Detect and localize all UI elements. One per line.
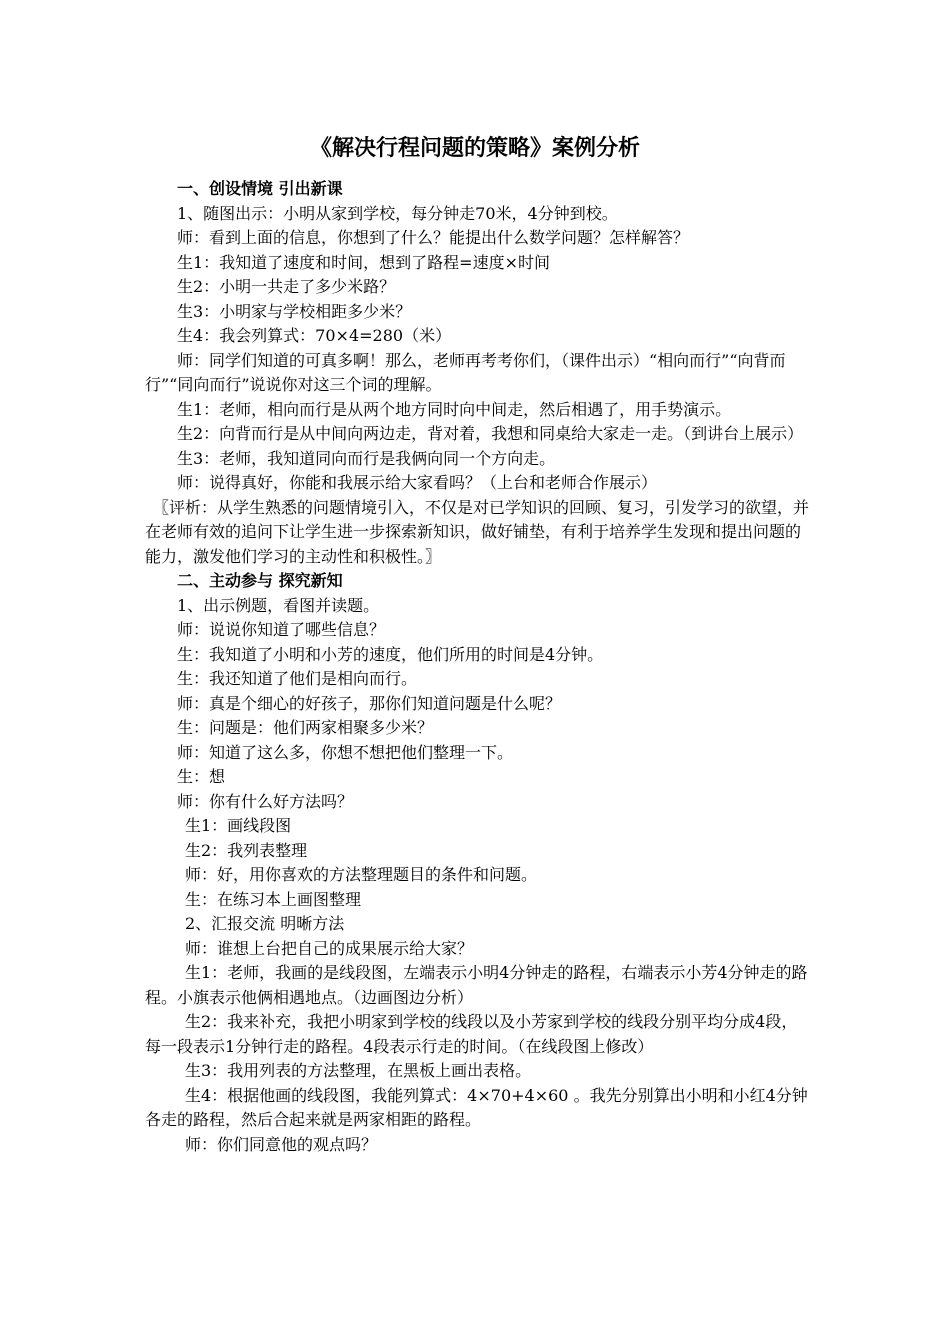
section-heading-1: 一、创设情境 引出新课 [177, 179, 343, 198]
commentary-paragraph: 〖评析：从学生熟悉的问题情境引入，不仅是对已学知识的回顾、复习，引发学习的欲望，并在老师有效的追问下让学生进一步探索新知识，做好铺垫，有利于培养学生发现和提出问题的能力，激发他们学习的主动性和积极性。〗 [145, 497, 810, 566]
document-title: 《解决行程问题的策略》案例分析 [309, 136, 640, 161]
paragraph: 生2：向背而行是从中间向两边走，背对着，我想和同桌给大家走一走。（到讲台上展示） [177, 424, 804, 443]
paragraph: 生2：我列表整理 [185, 840, 308, 860]
document-body [145, 177, 810, 1157]
paragraph: 师：你们同意他的观点吗？ [185, 1134, 378, 1154]
paragraph: 师：你有什么好方法吗？ [177, 791, 354, 811]
paragraph: 2、汇报交流 明晰方法 [185, 914, 345, 933]
paragraph: 生1：我知道了速度和时间，想到了路程=速度×时间 [177, 252, 550, 272]
paragraph: 生2：小明一共走了多少米路？ [177, 277, 396, 296]
paragraph: 生2：我来补充，我把小明家到学校的线段以及小芳家到学校的线段分别平均分成4段，每一段表示1分钟行走的路程。4段表示行走的时间。（在线段图上修改） [145, 1012, 798, 1056]
paragraph: 师：好，用你喜欢的方法整理题目的条件和问题。 [185, 865, 538, 884]
paragraph: 生1：老师，我画的是线段图，左端表示小明4分钟走的路程，右端表示小芳4分钟走的路程。小旗表示他俩相遇地点。（边画图边分析） [145, 963, 808, 1007]
paragraph: 生4：根据他画的线段图，我能列算式：4×70+4×60 。我先分别算出小明和小红4分钟各走的路程，然后合起来就是两家相距的路程。 [145, 1085, 808, 1129]
paragraph: 生：我知道了小明和小芳的速度，他们所用的时间是4分钟。 [177, 644, 604, 664]
paragraph: 师：知道了这么多，你想不想把他们整理一下。 [177, 742, 514, 762]
paragraph: 师：谁想上台把自己的成果展示给大家？ [185, 938, 474, 958]
paragraph: 生3：小明家与学校相距多少米？ [177, 301, 412, 321]
paragraph: 生4：我会列算式：70×4=280（米） [177, 326, 452, 345]
paragraph: 师：同学们知道的可真多啊！那么，老师再考考你们，（课件出示）“相向而行”“向背而行”“同向而行”说说你对这三个词的理解。 [145, 350, 786, 394]
paragraph: 师：看到上面的信息，你想到了什么？能提出什么数学问题？怎样解答？ [177, 228, 690, 247]
paragraph: 生3：我用列表的方法整理，在黑板上画出表格。 [185, 1061, 532, 1080]
section-heading-2: 二、主动参与 探究新知 [177, 571, 343, 590]
paragraph: 1、出示例题，看图并读题。 [177, 595, 380, 615]
paragraph: 师：说说你知道了哪些信息？ [177, 620, 386, 639]
paragraph: 师：真是个细心的好孩子，那你们知道问题是什么呢？ [177, 693, 562, 713]
paragraph: 生1：老师，相向而行是从两个地方同时向中间走，然后相遇了，用手势演示。 [177, 399, 732, 419]
paragraph: 生1：画线段图 [185, 816, 292, 835]
paragraph: 生3：老师，我知道同向而行是我俩向同一个方向走。 [177, 448, 556, 468]
paragraph: 生：问题是：他们两家相聚多少米？ [177, 718, 434, 737]
paragraph: 1、随图出示：小明从家到学校，每分钟走70米，4分钟到校。 [177, 203, 618, 223]
paragraph: 生：我还知道了他们是相向而行。 [177, 669, 418, 688]
paragraph: 生：在练习本上画图整理 [185, 889, 362, 909]
paragraph: 师：说得真好，你能和我展示给大家看吗？（上台和老师合作展示） [177, 473, 658, 492]
paragraph: 生：想 [177, 767, 226, 786]
